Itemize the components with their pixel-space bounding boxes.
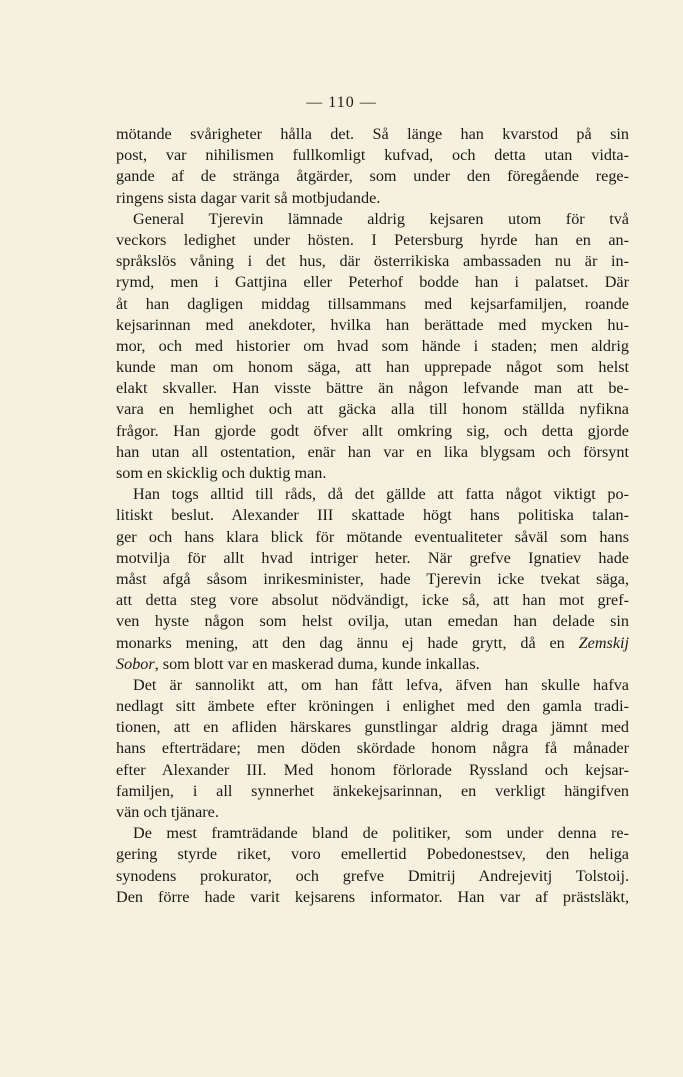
text-line: [116, 484, 629, 505]
text-line: [116, 124, 629, 145]
text-line: [116, 590, 629, 611]
line-text: General Tjerevin lämnade aldrig kejsaren utom för två: [133, 209, 629, 228]
text-line: [116, 633, 629, 654]
text-line: [116, 188, 629, 209]
text-line: [116, 738, 629, 759]
line-text: som en skicklig och duktig man.: [116, 464, 327, 482]
text-line: [116, 463, 629, 484]
text-line: [116, 357, 629, 378]
text-line: [116, 844, 629, 865]
line-text: familjen, i all synnerhet änkekejsarinnan, en verkligt hängifven: [116, 781, 629, 800]
text-line: [116, 421, 629, 442]
text-line: [116, 866, 629, 887]
text-line: [116, 569, 629, 590]
text-line: [116, 209, 629, 230]
text-line: [116, 251, 629, 272]
line-text: nedlagt sitt ämbete efter kröningen i enlighet med den gamla tradi-: [116, 697, 629, 716]
text-line: [116, 442, 629, 463]
line-text: kejsarinnan med anekdoter, hvilka han berättade med mycken hu-: [116, 315, 629, 334]
line-text: vän och tjänare.: [116, 803, 219, 821]
line-text: monarks mening, att den dag ännu ej hade grytt, då en: [116, 633, 565, 652]
line-text: synodens prokurator, och grefve Dmitrij Andrejevitj Tolstoij.: [116, 866, 629, 885]
line-text: ven hyste någon som helst ovilja, utan emedan han delade sin: [116, 612, 629, 631]
text-line: [116, 887, 629, 908]
line-text: post, var nihilismen fullkomligt kufvad, och detta utan vidta-: [116, 146, 629, 165]
line-text: att detta steg vore absolut nödvändigt, icke så, att han mot gref-: [116, 591, 629, 610]
line-text: språkslös våning i det hus, där österrikiska ambassaden nu är in-: [116, 252, 629, 271]
italic-term: Sobor: [116, 654, 155, 673]
line-text: efter Alexander III. Med honom förlorade Ryssland och kejsar-: [116, 760, 629, 779]
text-line: [116, 336, 629, 357]
line-text: motvilja för allt hvad intriger heter. När grefve Ignatiev hade: [116, 548, 629, 567]
text-line: [116, 145, 629, 166]
line-text: ger och hans klara blick för mötande eventualiteter såväl som hans: [116, 527, 629, 546]
line-text: åt han dagligen middag tillsammans med kejsarfamiljen, roande: [116, 294, 629, 313]
line-text: vara en hemlighet och att gäcka alla till honom ställda nyfikna: [116, 400, 629, 419]
text-line: [116, 717, 629, 738]
line-text: mor, och med historier om hvad som hände i staden; men aldrig: [116, 336, 629, 355]
line-text: han utan all ostentation, enär han var en lika blygsam och försynt: [116, 442, 629, 461]
text-line: [116, 802, 629, 823]
text-line: [116, 675, 629, 696]
line-text: Han togs alltid till råds, då det gällde att fatta något viktigt po-: [133, 485, 629, 504]
text-line: [116, 823, 629, 844]
text-line: [116, 654, 629, 675]
page-number: — 110 —: [306, 94, 377, 111]
line-text: gande af de stränga åtgärder, som under den föregående rege-: [116, 167, 629, 186]
line-text: Det är sannolikt att, om han fått lefva, äfven han skulle hafva: [133, 675, 629, 694]
text-line: [116, 315, 629, 336]
line-text: frågor. Han gjorde godt öfver allt omkring sig, och detta gjorde: [116, 421, 629, 440]
text-line: [116, 527, 629, 548]
text-line: [116, 378, 629, 399]
text-line: [116, 696, 629, 717]
line-text: mötande svårigheter hålla det. Så länge han kvarstod på sin: [116, 125, 629, 143]
line-text: rymd, men i Gattjina eller Peterhof bodde han i palatset. Där: [116, 273, 629, 292]
italic-term: Zemskij: [578, 633, 630, 652]
line-text: De mest framträdande bland de politiker, som under denna re-: [133, 824, 629, 843]
text-line: [116, 294, 629, 315]
text-line: [116, 781, 629, 802]
text-line: [116, 760, 629, 781]
line-text: kunde man om honom säga, att han upprepade något som helst: [116, 358, 629, 377]
text-line: [116, 611, 629, 632]
line-text: Den förre hade varit kejsarens informator. Han var af prästsläkt,: [116, 887, 629, 906]
line-text: litiskt beslut. Alexander III skattade högt hans politiska talan-: [116, 506, 629, 525]
text-line: [116, 166, 629, 187]
line-text: veckors ledighet under hösten. I Petersburg hyrde han en an-: [116, 230, 629, 249]
line-text: gering styrde riket, voro emellertid Pobedonestsev, den heliga: [116, 845, 629, 864]
text-line: [116, 272, 629, 293]
line-text: tionen, att en afliden härskares gunstlingar aldrig draga jämnt med: [116, 718, 629, 737]
text-line: [116, 548, 629, 569]
line-text: elakt skvaller. Han visste bättre än någon lefvande man att be-: [116, 379, 629, 398]
line-text: måst afgå såsom inrikesminister, hade Tjerevin icke tvekat säga,: [116, 569, 629, 588]
text-line: [116, 399, 629, 420]
text-line: [116, 230, 629, 251]
line-text: , som blott var en maskerad duma, kunde inkallas.: [154, 654, 480, 673]
line-text: ringens sista dagar varit så motbjudande.: [116, 188, 381, 207]
body-text: [116, 124, 629, 908]
text-line: [116, 505, 629, 526]
line-text: hans efterträdare; men döden skördade honom några få månader: [116, 739, 629, 758]
